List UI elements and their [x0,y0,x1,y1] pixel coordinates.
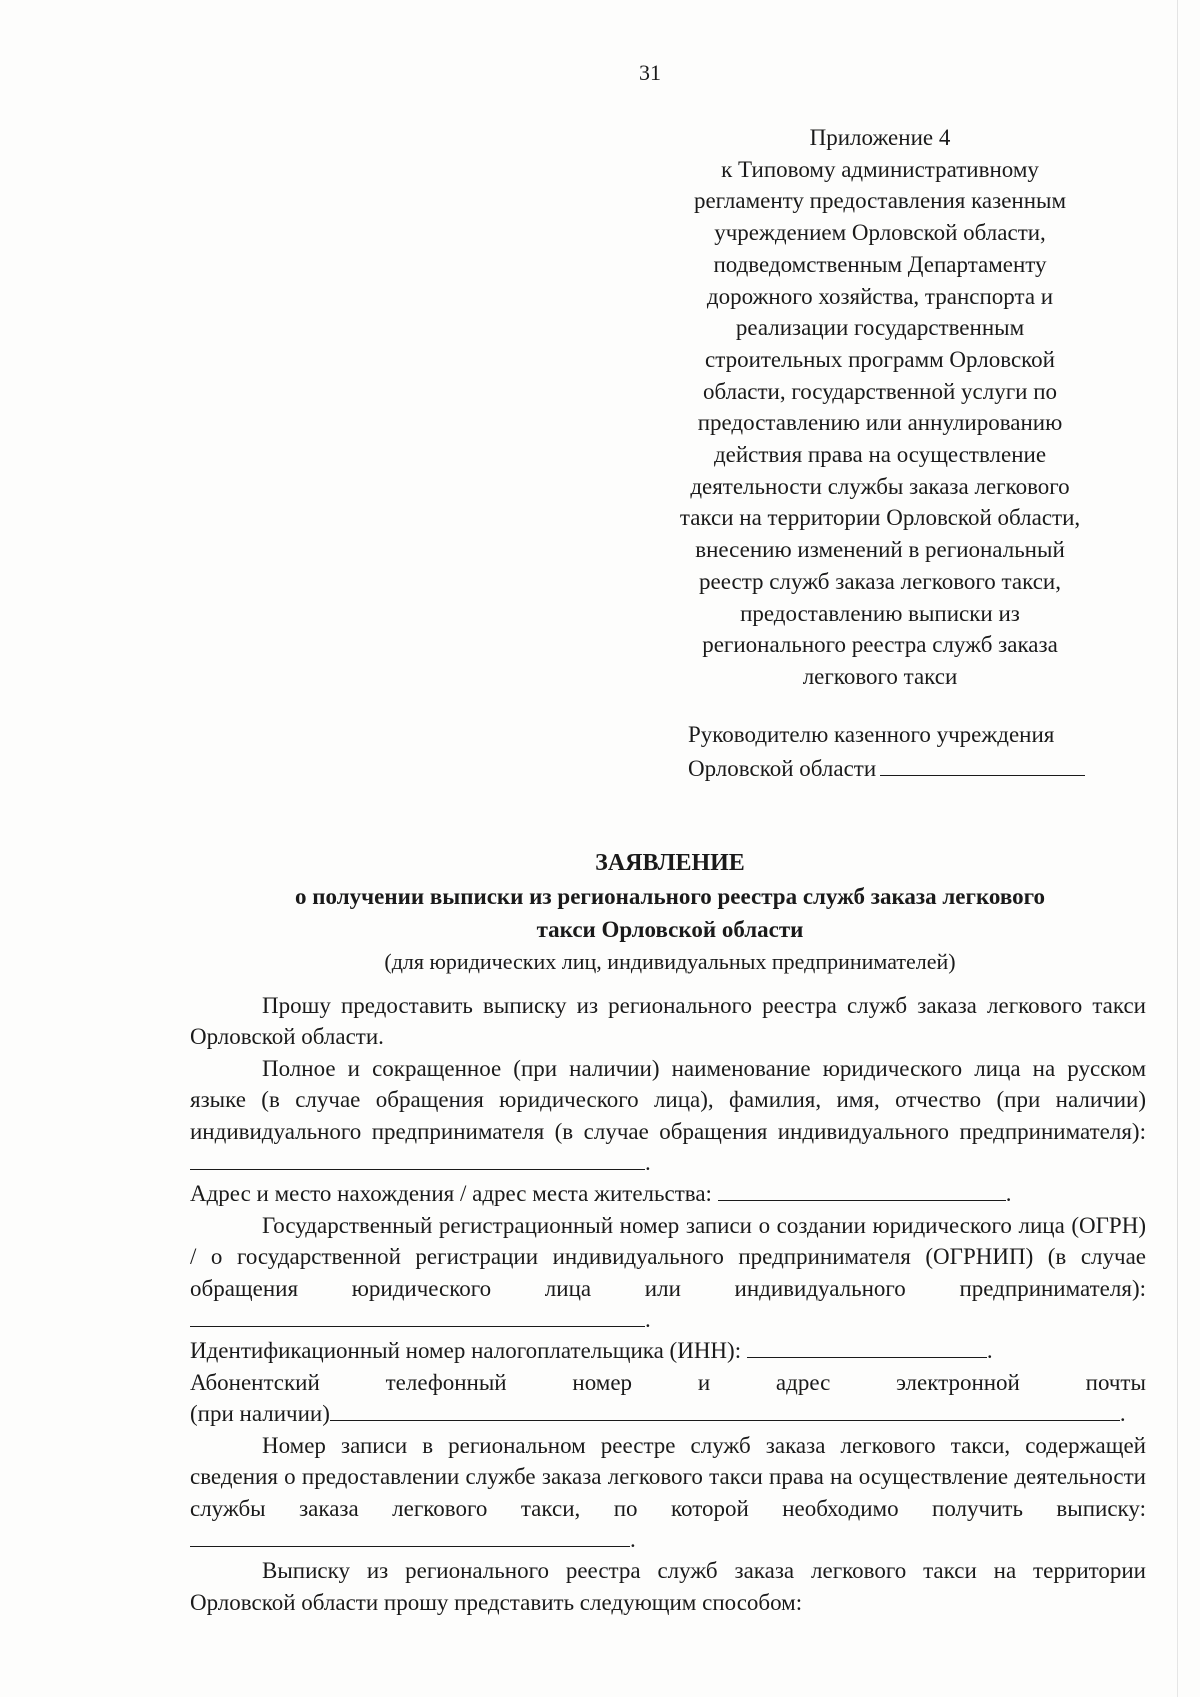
record-number-label: Номер записи в региональном реестре служб заказа легкового такси, содержащей сведения о предоставлении службе заказа легкового такси права на осуществление деятельности службы заказа легкового такси, по которой необходимо получить выписку: [190,1432,1146,1521]
inn-field[interactable] [747,1335,987,1358]
addressee-name-field[interactable] [880,751,1085,776]
name-label: Полное и сокращенное (при наличии) наименование юридического лица на русском языке (в случае обращения юридического лица), фамилия, имя, отчество (при наличии) индивидуального предпринимателя (в случае обращения индивидуального предпринимателя): [190,1055,1146,1144]
appendix-line: деятельности службы заказа легкового [690,473,1070,499]
delivery-method-paragraph: Выписку из регионального реестра служб заказа легкового такси на территории Орловской области прошу представить следующим способом: [190,1558,1146,1615]
address-label: Адрес и место нахождения / адрес места жительства: [190,1181,712,1207]
page-number: 31 [639,60,661,85]
phone-email-label-word: номер [572,1369,633,1395]
record-number-field[interactable] [190,1524,630,1547]
appendix-line: действия права на осуществление [713,442,1047,468]
ogrn-paragraph: Государственный регистрационный номер записи о создании юридического лица (ОГРН) / о государственной регистрации индивидуального предпринимателя (ОГРНИП) (в случае обращения юридического лица или индивидуального предпринимателя): . [190,1212,1146,1333]
phone-email-label-word: Абонентский [190,1369,320,1395]
address-paragraph: Адрес и место нахождения / адрес места жительства: . [190,1178,1146,1209]
appendix-line: регламенту предоставления казенным [693,188,1067,214]
appendix-line: такси на территории Орловской области, [679,505,1081,531]
phone-email-label-word: телефонный [385,1369,507,1395]
title-subtitle-2: такси Орловской области [536,917,804,942]
phone-email-paragraph: (при наличии) . [190,1398,1146,1429]
application-body [190,990,1146,1618]
phone-email-label-word: электронной [896,1369,1020,1395]
appendix-line: реализации государственным [735,315,1025,341]
phone-email-qualifier: (при наличии) [190,1401,330,1427]
appendix-line: регионального реестра служб заказа [702,632,1058,658]
addressee-line-1: Руководителю казенного учреждения [688,722,1055,747]
address-field[interactable] [718,1178,1006,1201]
phone-email-label-word: и [697,1369,711,1395]
appendix-line: реестр служб заказа легкового такси, [699,568,1061,594]
addressee-region: Орловской области [688,756,877,781]
phone-email-label-row [190,1367,1146,1398]
inn-paragraph: Идентификационный номер налогоплательщика (ИНН): . [190,1335,1146,1366]
name-field[interactable] [190,1147,645,1170]
appendix-line: легкового такси [802,663,958,689]
appendix-line: предоставлению выписки из [740,600,1020,626]
title-heading: ЗАЯВЛЕНИЕ [595,850,745,876]
title-note: (для юридических лиц, индивидуальных предпринимателей) [384,949,956,974]
appendix-line: к Типовому административному [721,156,1039,182]
title-subtitle-1: о получении выписки из регионального реестра служб заказа легкового [295,884,1045,909]
appendix-line: области, государственной услуги по [702,378,1058,404]
appendix-line: Приложение 4 [809,125,951,150]
inn-label: Идентификационный номер налогоплательщика (ИНН): [190,1338,742,1364]
addressee-block [688,718,1158,785]
appendix-line: дорожного хозяйства, транспорта и [706,283,1054,309]
ogrn-label: Государственный регистрационный номер записи о создании юридического лица (ОГРН) / о государственной регистрации индивидуального предпринимателя (ОГРНИП) (в случае обращения юридического лица или индивидуального предпринимателя): [190,1212,1146,1301]
phone-email-label-word: почты [1085,1369,1146,1395]
appendix-line: строительных программ Орловской [705,346,1055,372]
record-number-paragraph: Номер записи в региональном реестре служб заказа легкового такси, содержащей сведения о предоставлении службе заказа легкового такси права на осуществление деятельности службы заказа легкового такси, по которой необходимо получить выписку: . [190,1432,1146,1552]
appendix-line: учреждением Орловской области, [714,220,1046,246]
appendix-line: подведомственным Департаменту [713,251,1047,277]
page-edge [1177,0,1178,1697]
addressee-line-2 [688,751,1158,785]
appendix-line: внесению изменений в региональный [695,537,1065,563]
name-paragraph: Полное и сокращенное (при наличии) наименование юридического лица на русском языке (в случае обращения юридического лица), фамилия, имя, отчество (при наличии) индивидуального предпринимателя (в случае обращения индивидуального предпринимателя): . [190,1055,1146,1176]
request-paragraph: Прошу предоставить выписку из регионального реестра служб заказа легкового такси Орловской области. [190,993,1146,1050]
phone-email-label-word: адрес [775,1369,831,1395]
appendix-header [630,122,1130,693]
phone-email-field[interactable] [330,1398,1120,1421]
ogrn-field[interactable] [190,1304,645,1327]
document-title [170,846,1170,978]
appendix-line: предоставлению или аннулированию [697,410,1063,436]
